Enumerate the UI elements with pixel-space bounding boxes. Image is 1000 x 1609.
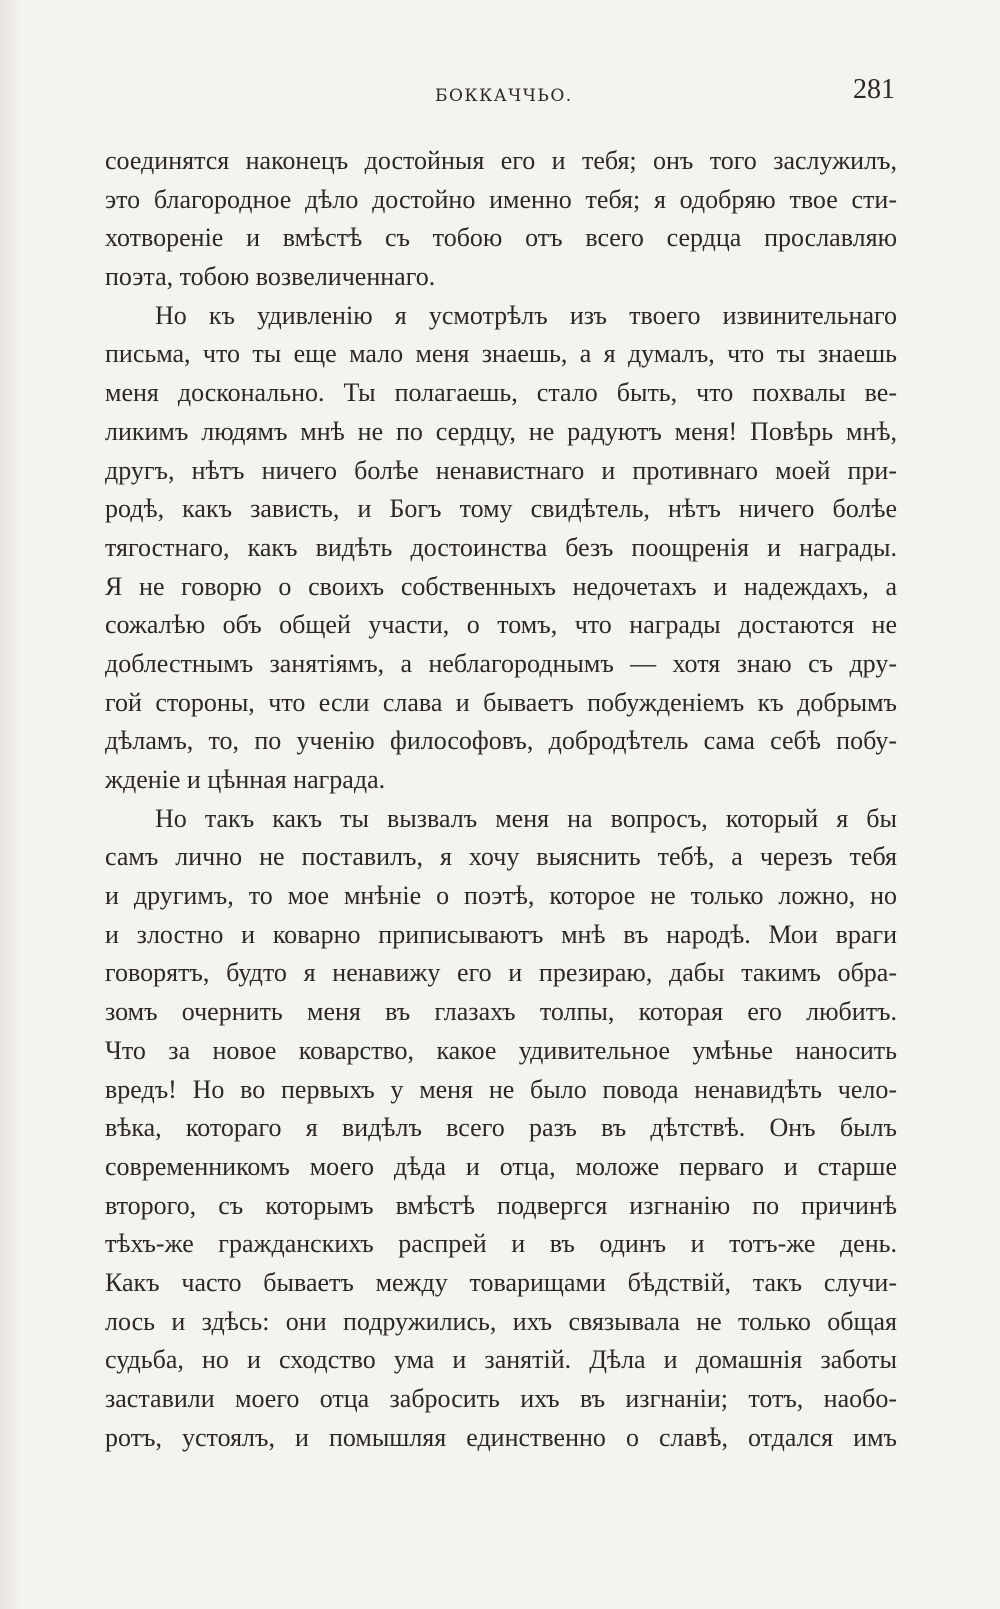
text-line: меня досконально. Ты полагаешь, стало быть, что похвалы ве- (105, 378, 897, 408)
page-gutter-shadow (0, 0, 22, 1609)
text-line: Что за новое коварство, какое удивительное умѣнье наносить (105, 1035, 897, 1065)
text-line: хотвореніе и вмѣстѣ съ тобою отъ всего сердца прославляю (105, 223, 897, 253)
text-line: дѣламъ, то, по ученію философовъ, добродѣтель сама себѣ побу- (105, 726, 897, 756)
text-line: поэта, тобою возвеличеннаго. (105, 262, 436, 292)
body-text (105, 142, 897, 1457)
text-line: вѣка, котораго я видѣлъ всего разъ въ дѣтствѣ. Онъ былъ (105, 1113, 897, 1143)
running-title: БОККАЧЧЬО. (435, 86, 573, 106)
text-line: и другимъ, то мое мнѣніе о поэтѣ, которое не только ложно, но (105, 881, 897, 911)
text-line: вредъ! Но во первыхъ у меня не было повода ненавидѣть чело- (105, 1074, 897, 1104)
text-line: это благородное дѣло достойно именно тебя; я одобряю твое сти- (105, 184, 897, 214)
text-line: сожалѣю объ общей участи, о томъ, что награды достаются не (105, 610, 897, 640)
text-line: тягостнаго, какъ видѣть достоинства безъ поощренія и награды. (105, 532, 897, 562)
text-line: письма, что ты еще мало меня знаешь, а я думалъ, что ты знаешь (105, 339, 897, 369)
text-line: другъ, нѣтъ ничего болѣе ненавистнаго и противнаго моей при- (105, 455, 897, 485)
text-line: соединятся наконецъ достойныя его и тебя; онъ того заслужилъ, (105, 146, 897, 175)
page-number: 281 (853, 74, 895, 105)
text-line: зомъ очернить меня въ глазахъ толпы, которая его любитъ. (105, 997, 897, 1027)
text-line: Я не говорю о своихъ собственныхъ недочетахъ и надеждахъ, а (105, 571, 897, 601)
text-line: судьба, но и сходство ума и занятій. Дѣла и домашнія заботы (105, 1345, 897, 1375)
text-line: лось и здѣсь: они подружились, ихъ связывала не только общая (105, 1306, 897, 1336)
text-line: говорятъ, будто я ненавижу его и презираю, дабы такимъ обра- (105, 958, 897, 988)
text-line: тѣхъ-же гражданскихъ распрей и въ одинъ и тотъ-же день. (105, 1229, 897, 1259)
text-line: самъ лично не поставилъ, я хочу выяснить тебѣ, а черезъ тебя (105, 842, 897, 872)
text-line: Но къ удивленію я усмотрѣлъ изъ твоего извинительнаго (155, 300, 897, 330)
page-header (105, 74, 895, 114)
text-line: второго, съ которымъ вмѣстѣ подвергся изгнанію по причинѣ (105, 1190, 897, 1220)
text-line: гой стороны, что если слава и бываетъ побужденіемъ къ добрымъ (105, 687, 897, 717)
text-line: ротъ, устоялъ, и помышляя единственно о славѣ, отдался имъ (105, 1422, 897, 1452)
text-line: современникомъ моего дѣда и отца, моложе перваго и старше (105, 1151, 897, 1181)
text-line: ликимъ людямъ мнѣ не по сердцу, не радуютъ меня! Повѣрь мнѣ, (105, 416, 897, 446)
text-line: Но такъ какъ ты вызвалъ меня на вопросъ, который я бы (155, 803, 897, 833)
text-line: и злостно и коварно приписываютъ мнѣ въ народѣ. Мои враги (105, 919, 897, 949)
text-line: жденіе и цѣнная награда. (105, 765, 386, 794)
text-line: заставили моего отца забросить ихъ въ изгнаніи; тотъ, наобо- (105, 1384, 897, 1413)
text-line: доблестнымъ занятіямъ, а неблагороднымъ — хотя знаю съ дру- (105, 648, 897, 678)
text-line: родѣ, какъ зависть, и Богъ тому свидѣтель, нѣтъ ничего болѣе (105, 494, 897, 524)
text-line: Какъ часто бываетъ между товарищами бѣдствій, такъ случи- (105, 1267, 897, 1297)
